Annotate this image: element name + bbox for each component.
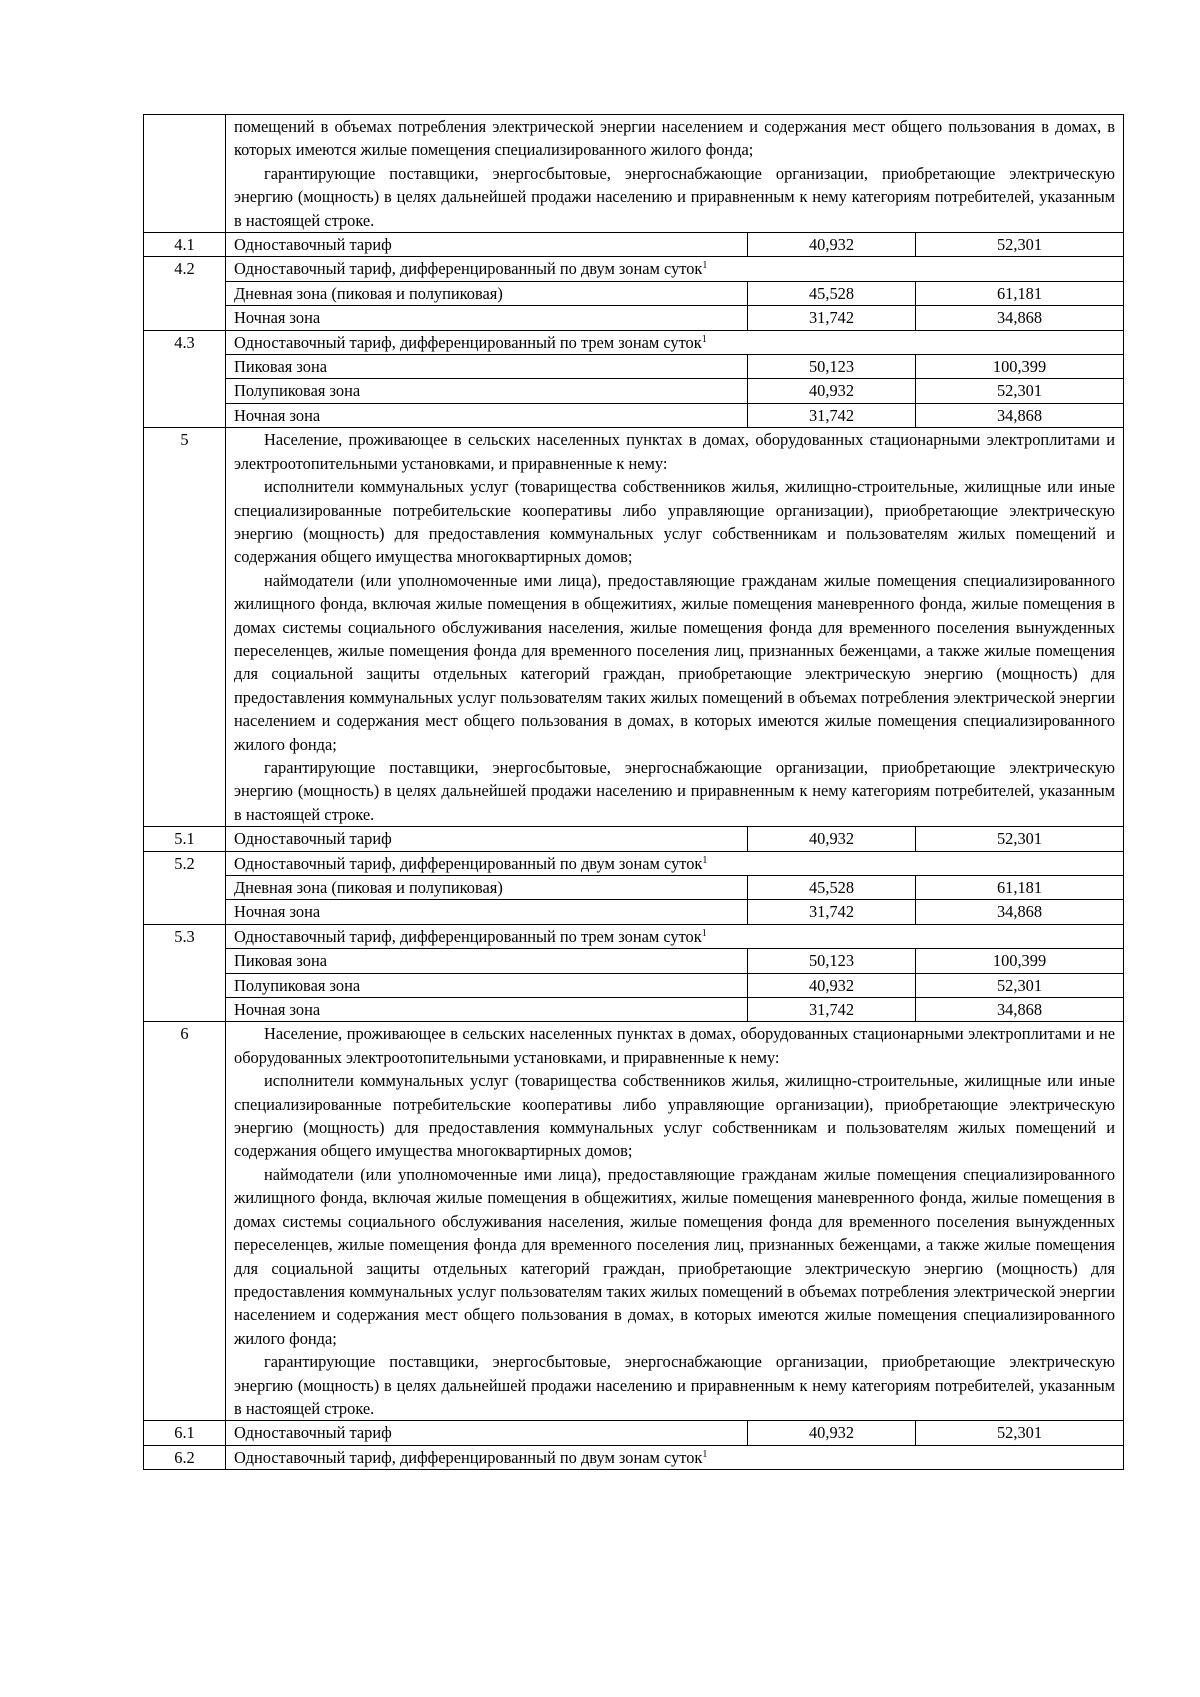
tariff-label: Одноставочный тариф — [226, 233, 748, 257]
tariff-value-1: 31,742 — [748, 403, 916, 427]
tariff-table — [143, 114, 1124, 1470]
tariff-label — [226, 330, 1124, 354]
zone-label: Дневная зона (пиковая и полупиковая) — [226, 876, 748, 900]
tariff-value-2: 52,301 — [916, 1421, 1124, 1445]
row-number: 6 — [144, 1022, 226, 1421]
tariff-value-1: 50,123 — [748, 355, 916, 379]
tariff-label-text: Одноставочный тариф, дифференцированный по двум зонам суток — [234, 853, 703, 873]
paragraph: Население, проживающее в сельских населенных пунктах в домах, оборудованных стационарными электроплитами и не оборудованных электроотопительными установками, и приравненные к нему: — [234, 1024, 1116, 1067]
tariff-value-1: 40,932 — [748, 827, 916, 851]
table-row-night-zone — [144, 900, 1124, 924]
row-number: 4.1 — [144, 233, 226, 257]
tariff-value-2: 34,868 — [916, 900, 1124, 924]
table-row-4-3 — [144, 330, 1124, 354]
row-number: 4.3 — [144, 330, 226, 428]
tariff-value-2: 61,181 — [916, 876, 1124, 900]
table-row-6-1 — [144, 1421, 1124, 1445]
row-number: 6.1 — [144, 1421, 226, 1445]
table-row-section-6 — [144, 1022, 1124, 1421]
tariff-value-1: 31,742 — [748, 900, 916, 924]
tariff-value-2: 100,399 — [916, 355, 1124, 379]
tariff-label: Одноставочный тариф — [226, 1421, 748, 1445]
tariff-value-2: 61,181 — [916, 281, 1124, 305]
tariff-label-text: Одноставочный тариф, дифференцированный по трем зонам суток — [234, 332, 702, 352]
table-row-peak-zone — [144, 949, 1124, 973]
table-row-5-1 — [144, 827, 1124, 851]
paragraph: гарантирующие поставщики, энергосбытовые, энергоснабжающие организации, приобретающие электрическую энергию (мощность) в целях дальнейшей продажи населению и приравненным к нему категориям потребителей, указанным в настоящей строке. — [234, 757, 1116, 824]
tariff-value-1: 40,932 — [748, 233, 916, 257]
tariff-value-2: 52,301 — [916, 379, 1124, 403]
tariff-label — [226, 924, 1124, 948]
tariff-value-1: 45,528 — [748, 876, 916, 900]
row-number-cell — [144, 115, 226, 233]
table-row-4-1 — [144, 233, 1124, 257]
row-number: 5.2 — [144, 851, 226, 924]
table-row-5-2 — [144, 851, 1124, 875]
paragraph: помещений в объемах потребления электрической энергии населением и содержания мест общего пользования в домах, в которых имеются жилые помещения специализированного жилого фонда; — [234, 117, 1116, 160]
zone-label: Полупиковая зона — [226, 973, 748, 997]
tariff-value-1: 40,932 — [748, 1421, 916, 1445]
zone-label: Дневная зона (пиковая и полупиковая) — [226, 281, 748, 305]
zone-label: Ночная зона — [226, 306, 748, 330]
zone-label: Ночная зона — [226, 998, 748, 1022]
table-row-night-zone — [144, 403, 1124, 427]
tariff-value-2: 34,868 — [916, 998, 1124, 1022]
row-number: 4.2 — [144, 257, 226, 330]
zone-label: Пиковая зона — [226, 355, 748, 379]
tariff-label — [226, 257, 1124, 281]
section-description — [226, 428, 1124, 827]
table-row-night-zone — [144, 306, 1124, 330]
row-number: 5.3 — [144, 924, 226, 1022]
table-row-peak-zone — [144, 355, 1124, 379]
paragraph: наймодатели (или уполномоченные ими лица), предоставляющие гражданам жилые помещения специализированного жилищного фонда, включая жилые помещения в общежитиях, жилые помещения маневренного фонда, жилые помещения в домах системы социального обслуживания населения, жилые помещения фонда для временного поселения вынужденных переселенцев, жилые помещения фонда для временного поселения лиц, признанных беженцами, а также жилые помещения для социальной защиты отдельных категорий граждан, приобретающие электрическую энергию (мощность) для предоставления коммунальных услуг пользователям таких жилых помещений в объемах потребления электрической энергии населением и содержания мест общего пользования в домах, в которых имеются жилые помещения специализированного жилого фонда; — [234, 1164, 1116, 1348]
tariff-value-2: 52,301 — [916, 233, 1124, 257]
section-description — [226, 115, 1124, 233]
table-row-6-2 — [144, 1445, 1124, 1469]
section-description — [226, 1022, 1124, 1421]
footnote-mark: 1 — [701, 333, 707, 345]
paragraph: гарантирующие поставщики, энергосбытовые, энергоснабжающие организации, приобретающие электрическую энергию (мощность) в целях дальнейшей продажи населению и приравненным к нему категориям потребителей, указанным в настоящей строке. — [234, 1352, 1116, 1418]
tariff-value-2: 52,301 — [916, 973, 1124, 997]
row-number: 5 — [144, 428, 226, 827]
row-number: 6.2 — [144, 1445, 226, 1469]
table-row-half-peak-zone — [144, 379, 1124, 403]
tariff-label-text: Одноставочный тариф, дифференцированный по двум зонам суток — [234, 1447, 703, 1467]
tariff-label: Одноставочный тариф — [226, 827, 748, 851]
tariff-label — [226, 1445, 1124, 1469]
tariff-value-1: 45,528 — [748, 281, 916, 305]
zone-label: Ночная зона — [226, 403, 748, 427]
tariff-value-2: 34,868 — [916, 403, 1124, 427]
tariff-value-1: 50,123 — [748, 949, 916, 973]
table-row-day-zone — [144, 281, 1124, 305]
paragraph: исполнители коммунальных услуг (товарищества собственников жилья, жилищно-строительные, жилищные или иные специализированные потребительские кооперативы либо управляющие организации), приобретающие электрическую энергию (мощность) для предоставления коммунальных услуг собственникам и пользователям жилых помещений и содержания общего имущества многоквартирных домов; — [234, 1071, 1116, 1161]
zone-label: Пиковая зона — [226, 949, 748, 973]
zone-label: Ночная зона — [226, 900, 748, 924]
paragraph: исполнители коммунальных услуг (товарищества собственников жилья, жилищно-строительные, жилищные или иные специализированные потребительские кооперативы либо управляющие организации), приобретающие электрическую энергию (мощность) для предоставления коммунальных услуг собственникам и пользователям жилых помещений и содержания общего имущества многоквартирных домов; — [234, 477, 1116, 567]
table-row-night-zone — [144, 998, 1124, 1022]
table-row-section-5 — [144, 428, 1124, 827]
tariff-label-text: Одноставочный тариф, дифференцированный по двум зонам суток — [234, 259, 703, 279]
table-row-half-peak-zone — [144, 973, 1124, 997]
footnote-mark: 1 — [702, 260, 708, 272]
table-row-5-3 — [144, 924, 1124, 948]
tariff-value-1: 31,742 — [748, 998, 916, 1022]
table-row-day-zone — [144, 876, 1124, 900]
paragraph: наймодатели (или уполномоченные ими лица), предоставляющие гражданам жилые помещения специализированного жилищного фонда, включая жилые помещения в общежитиях, жилые помещения маневренного фонда, жилые помещения в домах системы социального обслуживания населения, жилые помещения фонда для временного поселения вынужденных переселенцев, жилые помещения фонда для временного поселения лиц, признанных беженцами, а также жилые помещения для социальной защиты отдельных категорий граждан, приобретающие электрическую энергию (мощность) для предоставления коммунальных услуг пользователям таких жилых помещений в объемах потребления электрической энергии населением и содержания мест общего пользования в домах, в которых имеются жилые помещения специализированного жилого фонда; — [234, 570, 1116, 754]
paragraph: Население, проживающее в сельских населенных пунктах в домах, оборудованных стационарными электроплитами и электроотопительными установками, и приравненные к нему: — [234, 430, 1116, 473]
tariff-value-1: 40,932 — [748, 379, 916, 403]
table-row-section-4-continuation — [144, 115, 1124, 233]
tariff-label — [226, 851, 1124, 875]
table-row-4-2 — [144, 257, 1124, 281]
tariff-value-2: 34,868 — [916, 306, 1124, 330]
tariff-value-2: 100,399 — [916, 949, 1124, 973]
zone-label: Полупиковая зона — [226, 379, 748, 403]
tariff-value-2: 52,301 — [916, 827, 1124, 851]
tariff-value-1: 40,932 — [748, 973, 916, 997]
paragraph: гарантирующие поставщики, энергосбытовые, энергоснабжающие организации, приобретающие электрическую энергию (мощность) в целях дальнейшей продажи населению и приравненным к нему категориям потребителей, указанным в настоящей строке. — [234, 163, 1116, 230]
footnote-mark: 1 — [702, 854, 708, 866]
row-number: 5.1 — [144, 827, 226, 851]
tariff-value-1: 31,742 — [748, 306, 916, 330]
tariff-label-text: Одноставочный тариф, дифференцированный по трем зонам суток — [234, 926, 702, 946]
footnote-mark: 1 — [702, 1448, 708, 1460]
footnote-mark: 1 — [701, 927, 707, 939]
